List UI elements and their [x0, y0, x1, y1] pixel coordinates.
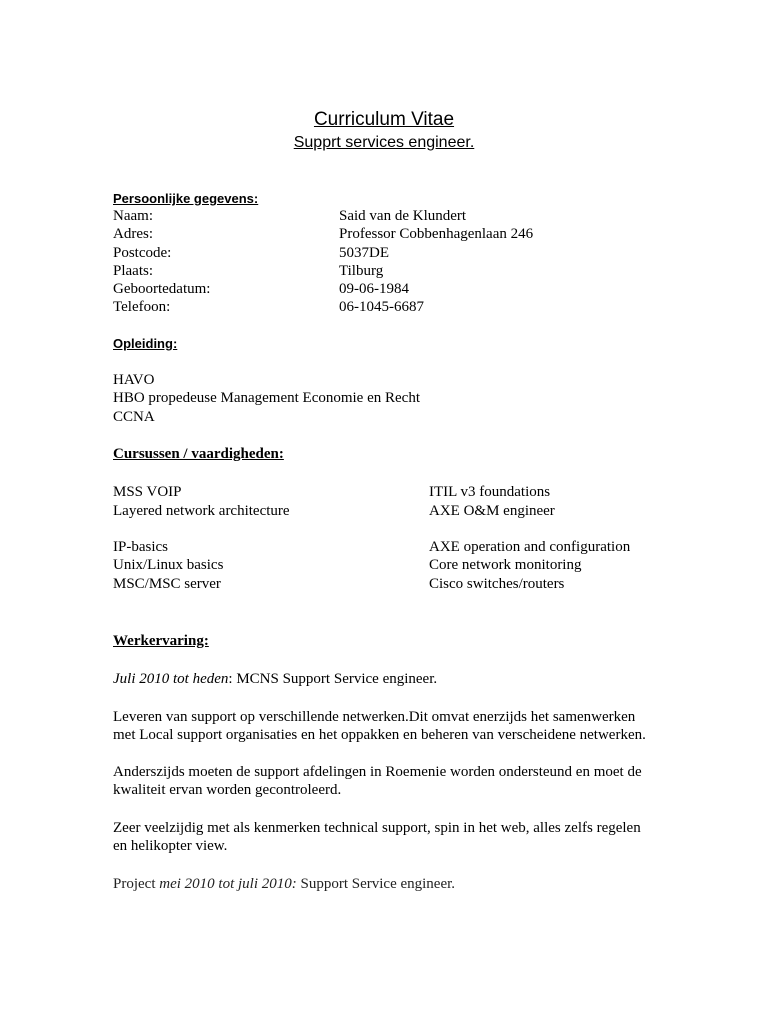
- experience-paragraph: Anderszijds moeten de support afdelingen in Roemenie worden ondersteund en moet de kwaliteit ervan worden gecontroleerd.: [113, 764, 642, 798]
- skill-item: Layered network architecture: [113, 503, 290, 519]
- personal-label: Geboortedatum:: [113, 281, 211, 297]
- skill-item: MSS VOIP: [113, 484, 182, 500]
- skill-item: Cisco switches/routers: [429, 576, 565, 592]
- personal-label: Plaats:: [113, 263, 153, 279]
- education-item: HBO propedeuse Management Economie en Recht: [113, 390, 420, 406]
- personal-label: Telefoon:: [113, 299, 171, 315]
- personal-value: Tilburg: [339, 263, 384, 279]
- personal-row: [113, 280, 673, 298]
- personal-row: [113, 262, 673, 280]
- personal-row: [113, 244, 673, 262]
- project-prefix: Project: [113, 876, 160, 892]
- personal-row: [113, 298, 673, 316]
- education-item: CCNA: [113, 409, 155, 425]
- personal-heading: Persoonlijke gegevens:: [113, 191, 259, 206]
- experience-paragraph: Leveren van support op verschillende netwerken.Dit omvat enerzijds het samenwerken met Local support organisaties en het oppakken en beheren van verscheidene netwerken.: [113, 709, 646, 743]
- skill-item: AXE operation and configuration: [429, 539, 631, 555]
- personal-row: [113, 207, 673, 225]
- skill-item: Core network monitoring: [429, 557, 582, 573]
- job-title: : MCNS Support Service engineer.: [228, 671, 438, 687]
- document-title: Curriculum Vitae: [313, 109, 455, 130]
- document-subtitle: Supprt services engineer.: [293, 134, 475, 151]
- personal-label: Postcode:: [113, 245, 172, 261]
- skill-item: AXE O&M engineer: [429, 503, 555, 519]
- personal-value: 06-1045-6687: [339, 299, 424, 315]
- experience-paragraph: Zeer veelzijdig met als kenmerken technical support, spin in het web, alles zelfs regelen en helikopter view.: [113, 820, 641, 854]
- project-line: [113, 875, 455, 893]
- project-title: Support Service engineer.: [296, 876, 456, 892]
- personal-value: 09-06-1984: [339, 281, 409, 297]
- job-line: [113, 670, 437, 688]
- personal-value: Said van de Klundert: [339, 208, 467, 224]
- personal-label: Naam:: [113, 208, 153, 224]
- education-item: HAVO: [113, 372, 155, 388]
- job-period: Juli 2010 tot heden: [113, 671, 229, 687]
- skill-item: Unix/Linux basics: [113, 557, 224, 573]
- personal-value: Professor Cobbenhagenlaan 246: [339, 226, 534, 242]
- skill-item: IP-basics: [113, 539, 168, 555]
- skill-item: ITIL v3 foundations: [429, 484, 551, 500]
- courses-heading: Cursussen / vaardigheden:: [113, 446, 284, 462]
- education-heading: Opleiding:: [113, 336, 178, 351]
- personal-value: 5037DE: [339, 245, 389, 261]
- personal-label: Adres:: [113, 226, 153, 242]
- personal-row: [113, 225, 673, 243]
- project-period: mei 2010 tot juli 2010:: [159, 876, 297, 892]
- skill-item: MSC/MSC server: [113, 576, 221, 592]
- experience-heading: Werkervaring:: [113, 633, 209, 649]
